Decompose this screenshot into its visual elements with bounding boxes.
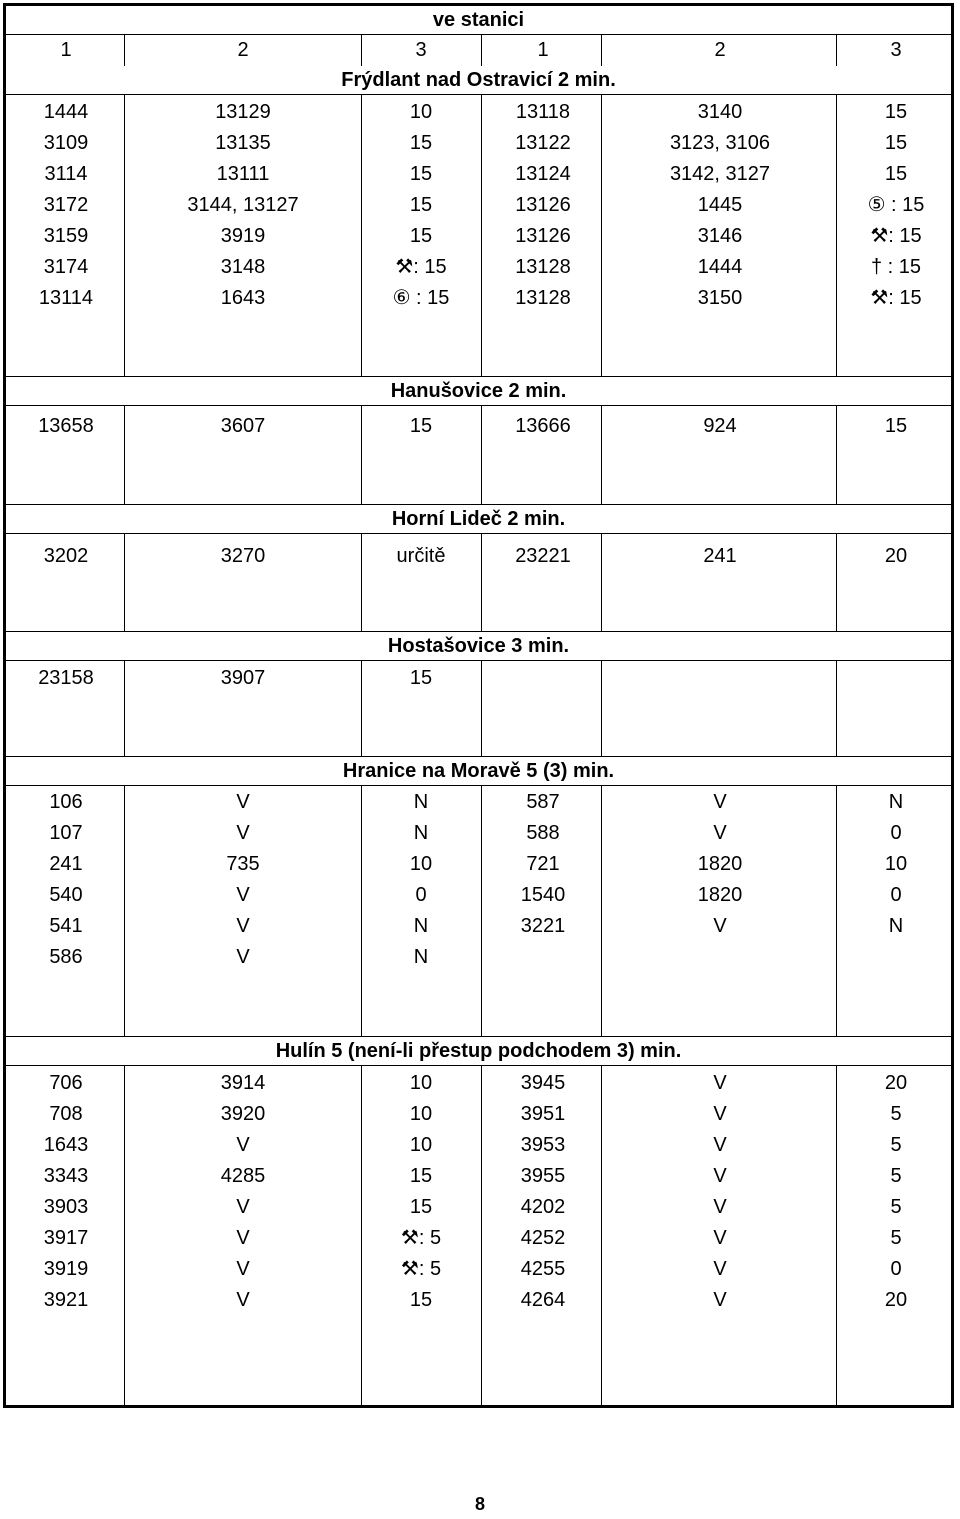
table-cell: 13111 bbox=[216, 163, 270, 185]
table-cell: 588 bbox=[526, 822, 560, 844]
table-cell: 1540 bbox=[520, 884, 566, 906]
table-row bbox=[6, 1099, 951, 1130]
table-cell: 3945 bbox=[520, 1072, 566, 1094]
table-cell: 3917 bbox=[43, 1227, 89, 1249]
column-number: 2 bbox=[237, 39, 249, 61]
table-cell: 5 bbox=[890, 1134, 902, 1156]
table-row bbox=[6, 787, 951, 818]
table-row bbox=[6, 1068, 951, 1099]
table-row bbox=[6, 1254, 951, 1285]
table-cell: 0 bbox=[415, 884, 427, 906]
table-cell: 587 bbox=[526, 791, 560, 813]
table-cell: 20 bbox=[884, 1072, 908, 1094]
table-cell: 3955 bbox=[520, 1165, 566, 1187]
column-number: 3 bbox=[415, 39, 427, 61]
table-cell: V bbox=[236, 791, 250, 813]
table-cell: V bbox=[713, 1258, 727, 1280]
table-cell: 5 bbox=[890, 1165, 902, 1187]
table-cell: 15 bbox=[409, 667, 433, 689]
table-cell: 241 bbox=[49, 853, 83, 875]
column-number: 2 bbox=[714, 39, 726, 61]
table-cell: 20 bbox=[884, 545, 908, 567]
table-cell: V bbox=[236, 1196, 250, 1218]
table-cell: 3919 bbox=[43, 1258, 89, 1280]
table-cell: 1444 bbox=[697, 256, 743, 278]
table-cell: 1445 bbox=[697, 194, 743, 216]
table-cell: 10 bbox=[409, 853, 433, 875]
table-cell: 241 bbox=[703, 545, 737, 567]
table-cell: 13128 bbox=[515, 287, 571, 309]
table-cell: 708 bbox=[49, 1103, 83, 1125]
table-cell bbox=[660, 663, 780, 694]
table-cell: 13126 bbox=[515, 194, 571, 216]
column-number: 1 bbox=[60, 39, 72, 61]
table-cell: 1643 bbox=[220, 287, 266, 309]
table-cell: N bbox=[888, 791, 904, 813]
column-separator bbox=[481, 35, 482, 66]
table-cell: 3202 bbox=[43, 545, 89, 567]
table-cell: 3144, 13127 bbox=[187, 194, 299, 216]
table-cell: 0 bbox=[890, 884, 902, 906]
table-cell: 10 bbox=[409, 1134, 433, 1156]
table-cell: V bbox=[713, 915, 727, 937]
table-cell: 13135 bbox=[215, 132, 271, 154]
table-cell: 107 bbox=[49, 822, 83, 844]
table-cell: V bbox=[236, 1227, 250, 1249]
table-cell: 540 bbox=[49, 884, 83, 906]
station-section-title: Hostašovice 3 min. bbox=[6, 631, 951, 661]
table-cell: ⚒: 15 bbox=[870, 225, 922, 247]
table-cell: V bbox=[713, 1289, 727, 1311]
table-row bbox=[6, 159, 951, 190]
table-cell: 13666 bbox=[515, 415, 571, 437]
table-cell: 1820 bbox=[697, 853, 743, 875]
table-cell: V bbox=[236, 915, 250, 937]
table-cell: 13126 bbox=[515, 225, 571, 247]
table-cell: N bbox=[888, 915, 904, 937]
table-cell: 1643 bbox=[43, 1134, 89, 1156]
table-cell: 13124 bbox=[515, 163, 571, 185]
table-cell: V bbox=[713, 1196, 727, 1218]
table-cell: ⑥ : 15 bbox=[392, 287, 450, 309]
table-cell: 13122 bbox=[515, 132, 571, 154]
table-cell: 0 bbox=[890, 822, 902, 844]
table-cell: 106 bbox=[49, 791, 83, 813]
table-cell: V bbox=[713, 1227, 727, 1249]
table-row bbox=[6, 1192, 951, 1223]
table-cell: 3174 bbox=[43, 256, 89, 278]
table-cell: 3907 bbox=[220, 667, 266, 689]
table-cell: 5 bbox=[890, 1196, 902, 1218]
table-cell: 15 bbox=[409, 415, 433, 437]
table-cell: 15 bbox=[884, 163, 908, 185]
page-number: 8 bbox=[474, 1494, 485, 1514]
table-cell: 1820 bbox=[697, 884, 743, 906]
table-cell: 4252 bbox=[520, 1227, 566, 1249]
table-cell: V bbox=[713, 1165, 727, 1187]
table-row bbox=[6, 1161, 951, 1192]
table-cell: 5 bbox=[890, 1103, 902, 1125]
table-cell: 924 bbox=[703, 415, 737, 437]
table-cell: 10 bbox=[409, 1103, 433, 1125]
table-cell: 3914 bbox=[220, 1072, 266, 1094]
table-row bbox=[6, 283, 951, 314]
table-cell: 3920 bbox=[220, 1103, 266, 1125]
table-cell: 541 bbox=[49, 915, 83, 937]
table-cell: V bbox=[713, 822, 727, 844]
table-cell: V bbox=[236, 946, 250, 968]
table-cell: 10 bbox=[409, 1072, 433, 1094]
table-cell: 15 bbox=[409, 225, 433, 247]
table-cell: 5 bbox=[890, 1227, 902, 1249]
table-cell: 3951 bbox=[520, 1103, 566, 1125]
table-cell: 4202 bbox=[520, 1196, 566, 1218]
table-cell: 3919 bbox=[220, 225, 266, 247]
table-cell: 3123, 3106 bbox=[669, 132, 771, 154]
table-cell: ⑤ : 15 bbox=[867, 194, 925, 216]
table-cell: 735 bbox=[226, 853, 260, 875]
table-cell: ⚒: 5 bbox=[400, 1258, 442, 1280]
table-cell: V bbox=[236, 1258, 250, 1280]
table-cell: 3221 bbox=[520, 915, 566, 937]
station-section-title: Hranice na Moravě 5 (3) min. bbox=[6, 756, 951, 786]
table-cell: 15 bbox=[884, 132, 908, 154]
table-cell: N bbox=[413, 915, 429, 937]
table-cell: 721 bbox=[526, 853, 560, 875]
table-cell: 4255 bbox=[520, 1258, 566, 1280]
column-separator bbox=[601, 35, 602, 66]
table-row bbox=[6, 221, 951, 252]
table-cell: 15 bbox=[409, 194, 433, 216]
table-cell: 10 bbox=[884, 853, 908, 875]
table-cell bbox=[483, 942, 603, 973]
table-cell: 3903 bbox=[43, 1196, 89, 1218]
station-section-title: Hulín 5 (není-li přestup podchodem 3) min. bbox=[6, 1036, 951, 1066]
table-row bbox=[6, 541, 951, 572]
table-cell: 13128 bbox=[515, 256, 571, 278]
table-cell: ⚒: 5 bbox=[400, 1227, 442, 1249]
table-cell: 3150 bbox=[697, 287, 743, 309]
column-number: 3 bbox=[890, 39, 902, 61]
table-cell: 3270 bbox=[220, 545, 266, 567]
table-row bbox=[6, 663, 951, 694]
table-cell: 3114 bbox=[44, 163, 88, 185]
table-cell: N bbox=[413, 946, 429, 968]
table-cell: 15 bbox=[409, 1196, 433, 1218]
table-cell: N bbox=[413, 822, 429, 844]
table-cell: 13129 bbox=[215, 101, 271, 123]
table-cell: 10 bbox=[409, 101, 433, 123]
table-cell: 15 bbox=[884, 415, 908, 437]
table-row bbox=[6, 1285, 951, 1316]
table-cell: V bbox=[713, 1134, 727, 1156]
timetable-document bbox=[3, 3, 954, 1408]
table-title: ve stanici bbox=[6, 6, 951, 35]
table-cell: V bbox=[713, 1072, 727, 1094]
table-cell: 3148 bbox=[220, 256, 266, 278]
table-cell: V bbox=[236, 1289, 250, 1311]
table-cell: N bbox=[413, 791, 429, 813]
table-row bbox=[6, 911, 951, 942]
column-separator bbox=[836, 35, 837, 66]
table-cell: 3343 bbox=[43, 1165, 89, 1187]
station-section-title: Hanušovice 2 min. bbox=[6, 376, 951, 406]
table-cell: 3953 bbox=[520, 1134, 566, 1156]
table-cell: 3921 bbox=[43, 1289, 89, 1311]
table-cell: 20 bbox=[884, 1289, 908, 1311]
table-cell: 3159 bbox=[43, 225, 89, 247]
table-cell: ⚒: 15 bbox=[395, 256, 447, 278]
table-cell bbox=[836, 942, 956, 973]
table-cell: 3607 bbox=[220, 415, 266, 437]
table-row bbox=[6, 128, 951, 159]
table-cell: V bbox=[713, 1103, 727, 1125]
column-separator bbox=[124, 35, 125, 66]
table-cell bbox=[660, 942, 780, 973]
table-row bbox=[6, 942, 951, 973]
table-cell bbox=[483, 663, 603, 694]
table-cell: 586 bbox=[49, 946, 83, 968]
table-row bbox=[6, 190, 951, 221]
table-row bbox=[6, 1130, 951, 1161]
table-cell: 1444 bbox=[43, 101, 89, 123]
table-cell: V bbox=[236, 884, 250, 906]
table-row bbox=[6, 411, 951, 442]
table-cell: 4285 bbox=[220, 1165, 266, 1187]
table-cell: 4264 bbox=[520, 1289, 566, 1311]
table-cell: V bbox=[236, 822, 250, 844]
table-cell: 3140 bbox=[697, 101, 743, 123]
table-cell: 15 bbox=[409, 1289, 433, 1311]
table-cell: 15 bbox=[884, 101, 908, 123]
table-cell bbox=[836, 663, 956, 694]
table-cell: 3109 bbox=[43, 132, 89, 154]
column-number-row bbox=[6, 35, 951, 67]
table-cell: určitě bbox=[396, 545, 446, 567]
table-cell: 0 bbox=[890, 1258, 902, 1280]
table-row bbox=[6, 1223, 951, 1254]
table-cell: 15 bbox=[409, 1165, 433, 1187]
table-cell: ⚒: 15 bbox=[870, 287, 922, 309]
table-cell: 3146 bbox=[697, 225, 743, 247]
table-cell: 3172 bbox=[43, 194, 89, 216]
table-cell: 15 bbox=[409, 132, 433, 154]
column-separator bbox=[361, 35, 362, 66]
table-row bbox=[6, 97, 951, 128]
table-cell: 15 bbox=[409, 163, 433, 185]
table-row bbox=[6, 849, 951, 880]
table-cell: 13118 bbox=[515, 101, 571, 123]
table-cell: 23158 bbox=[38, 667, 94, 689]
table-row bbox=[6, 880, 951, 911]
table-cell: 13114 bbox=[38, 287, 94, 309]
station-section-title: Frýdlant nad Ostravicí 2 min. bbox=[6, 66, 951, 95]
table-cell: 13658 bbox=[38, 415, 94, 437]
table-cell: V bbox=[236, 1134, 250, 1156]
table-row bbox=[6, 818, 951, 849]
column-number: 1 bbox=[537, 39, 549, 61]
table-cell: 3142, 3127 bbox=[669, 163, 771, 185]
station-section-title: Horní Lideč 2 min. bbox=[6, 504, 951, 534]
table-cell: 23221 bbox=[515, 545, 571, 567]
table-cell: V bbox=[713, 791, 727, 813]
table-cell: † : 15 bbox=[870, 256, 922, 278]
table-cell: 706 bbox=[49, 1072, 83, 1094]
table-row bbox=[6, 252, 951, 283]
